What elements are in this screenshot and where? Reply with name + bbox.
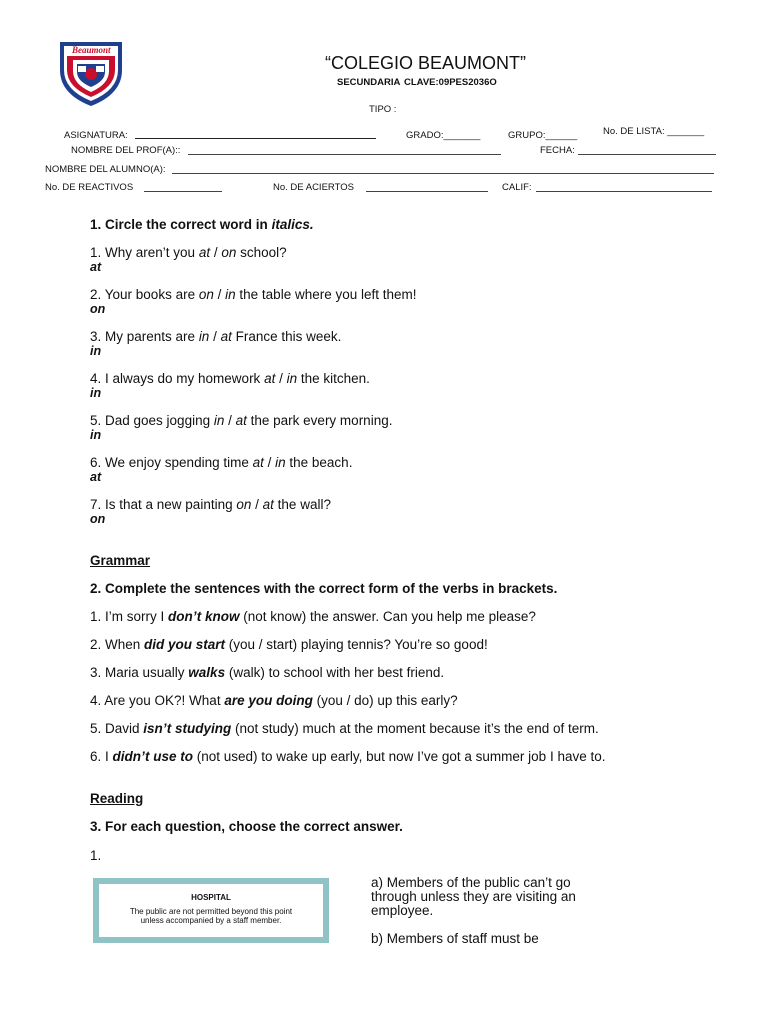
- sign-line-1: The public are not permitted beyond this point: [129, 907, 293, 916]
- circle-answer: on: [90, 512, 106, 526]
- logo-text: Beaumont: [72, 45, 111, 55]
- calif-label: CALIF:: [502, 182, 532, 193]
- circle-question: 7. Is that a new painting on / at the wall?: [90, 497, 331, 512]
- profesor-field[interactable]: [188, 154, 501, 155]
- section1-title: 1. Circle the correct word in italics.: [90, 217, 314, 232]
- circle-question: 6. We enjoy spending time at / in the beach.: [90, 455, 353, 470]
- circle-answer: on: [90, 302, 106, 316]
- grammar-sentence: 2. When did you start (you / start) playing tennis? You’re so good!: [90, 637, 488, 652]
- circle-answer: in: [90, 386, 102, 400]
- alumno-field[interactable]: [172, 173, 714, 174]
- profesor-label: NOMBRE DEL PROF(A)::: [71, 145, 181, 156]
- circle-question: 5. Dad goes jogging in / at the park every morning.: [90, 413, 393, 428]
- hospital-sign: [93, 878, 329, 943]
- option-a-line-3[interactable]: employee.: [371, 903, 434, 918]
- reading-heading: Reading: [90, 791, 144, 806]
- circle-answer: in: [90, 428, 102, 442]
- grammar-sentence: 5. David isn’t studying (not study) much at the moment because it’s the end of term.: [90, 721, 599, 736]
- circle-question: 3. My parents are in / at France this week.: [90, 329, 342, 344]
- grado-label: GRADO:_______: [406, 130, 481, 141]
- reading-question-number: 1.: [90, 848, 102, 863]
- circle-question: 1. Why aren’t you at / on school?: [90, 245, 287, 260]
- grammar-sentence: 3. Maria usually walks (walk) to school with her best friend.: [90, 665, 445, 680]
- fecha-label: FECHA:: [540, 145, 575, 156]
- tipo-label: TIPO :: [369, 104, 397, 115]
- circle-answer: at: [90, 260, 102, 274]
- option-a-line-1[interactable]: a) Members of the public can’t go: [371, 875, 571, 890]
- grammar-sentence: 4. Are you OK?! What are you doing (you / do) up this early?: [90, 693, 458, 708]
- circle-answer: at: [90, 470, 102, 484]
- clave-label: CLAVE:09PES2036O: [404, 77, 497, 88]
- sign-title: HOSPITAL: [191, 893, 231, 902]
- circle-question: 2. Your books are on / in the table where you left them!: [90, 287, 417, 302]
- grammar-sentence: 1. I’m sorry I don’t know (not know) the answer. Can you help me please?: [90, 609, 536, 624]
- asignatura-label: ASIGNATURA:: [64, 130, 128, 141]
- reactivos-field[interactable]: [144, 191, 222, 192]
- lista-label: No. DE LISTA: _______: [603, 126, 705, 137]
- aciertos-field[interactable]: [366, 191, 488, 192]
- grammar-sentence: 6. I didn’t use to (not used) to wake up early, but now I’ve got a summer job I have to.: [90, 749, 606, 764]
- circle-question: 4. I always do my homework at / in the kitchen.: [90, 371, 370, 386]
- calif-field[interactable]: [536, 191, 712, 192]
- grammar-heading: Grammar: [90, 553, 151, 568]
- fecha-field[interactable]: [578, 154, 716, 155]
- reactivos-label: No. DE REACTIVOS: [45, 182, 134, 193]
- grupo-label: GRUPO:______: [508, 130, 578, 141]
- sign-line-2: unless accompanied by a staff member.: [140, 916, 282, 925]
- grammar-title: 2. Complete the sentences with the correct form of the verbs in brackets.: [90, 581, 558, 596]
- school-logo: [56, 36, 126, 108]
- option-b[interactable]: b) Members of staff must be: [371, 931, 539, 946]
- secundaria-label: SECUNDARIA: [337, 77, 401, 88]
- circle-answer: in: [90, 344, 102, 358]
- asignatura-field[interactable]: [135, 138, 376, 139]
- alumno-label: NOMBRE DEL ALUMNO(A):: [45, 164, 166, 175]
- option-a-line-2[interactable]: through unless they are visiting an: [371, 889, 576, 904]
- reading-title: 3. For each question, choose the correct answer.: [90, 819, 403, 834]
- aciertos-label: No. DE ACIERTOS: [273, 182, 354, 193]
- school-name: “COLEGIO BEAUMONT”: [325, 53, 527, 73]
